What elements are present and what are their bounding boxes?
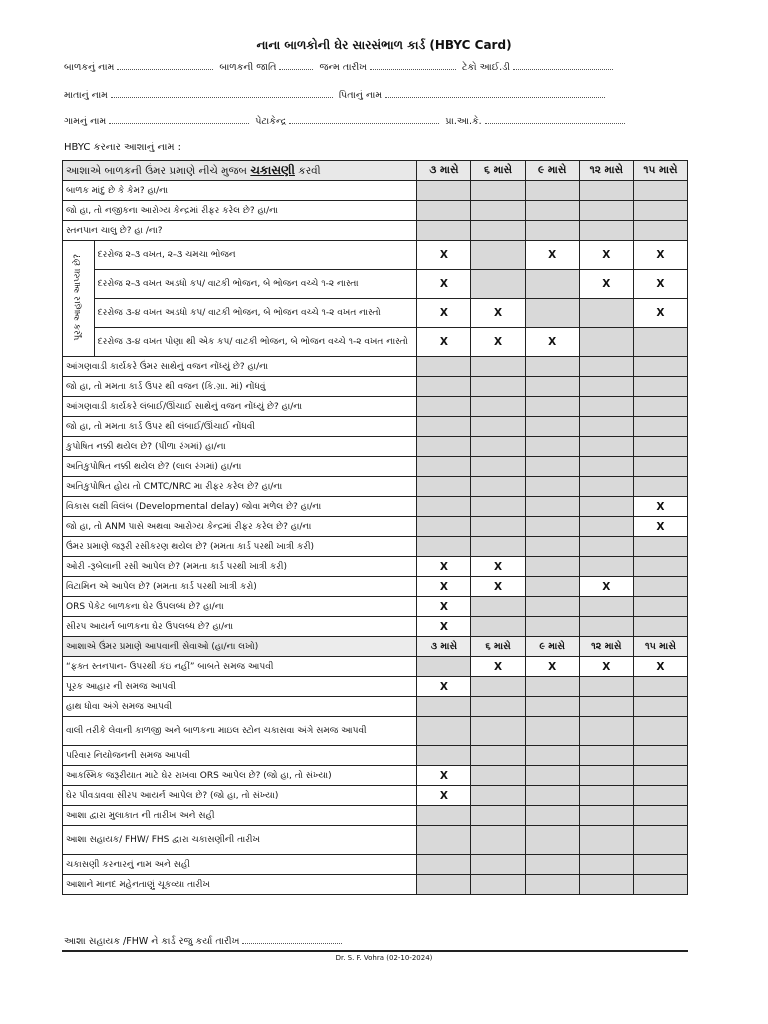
month-mark-cell[interactable] bbox=[579, 826, 633, 855]
hbyc-checklist-table bbox=[62, 160, 688, 895]
month-mark-cell[interactable] bbox=[525, 875, 579, 895]
month-mark-cell[interactable] bbox=[525, 677, 579, 697]
table-row bbox=[63, 577, 688, 597]
card-title: નાના બાળકોની ઘેર સારસંભાળ કાર્ડ (HBYC Card) bbox=[256, 38, 512, 52]
question-cell: સીરપ આયર્ન બાળકના ઘેર ઉપલબ્ધ છે? હા/ના bbox=[63, 617, 417, 637]
table-row bbox=[63, 746, 688, 766]
month-mark-cell[interactable] bbox=[525, 517, 579, 537]
month-header: ૯ માસે bbox=[525, 161, 579, 181]
month-mark-cell[interactable] bbox=[471, 270, 525, 299]
month-mark-cell: X bbox=[417, 677, 471, 697]
month-mark-cell[interactable] bbox=[417, 875, 471, 895]
month-mark-cell[interactable] bbox=[417, 221, 471, 241]
question-cell: આશાને માનદ મહેનતાણું ચૂકવ્યા તારીખ bbox=[63, 875, 417, 895]
month-mark-cell[interactable] bbox=[579, 855, 633, 875]
month-mark-cell[interactable] bbox=[525, 397, 579, 417]
month-mark-cell[interactable] bbox=[471, 357, 525, 377]
month-mark-cell[interactable] bbox=[417, 537, 471, 557]
month-mark-cell[interactable] bbox=[417, 806, 471, 826]
table-row bbox=[63, 657, 688, 677]
month-mark-cell[interactable] bbox=[525, 497, 579, 517]
question-cell: પરિવાર નિયોજનની સમજ આપવી bbox=[63, 746, 417, 766]
question-cell: વિટામિન એ આપેલ છે? (મમતા કાર્ડ પરથી ખાત્રી કરો) bbox=[63, 577, 417, 597]
submit-date-field[interactable] bbox=[242, 934, 342, 944]
question-cell: આકસ્મિક જરૂરીયાત માટે ઘેર રાખવા ORS આપેલ છે? (જો હા, તો સંખ્યા) bbox=[63, 766, 417, 786]
table-row bbox=[63, 241, 688, 270]
month-mark-cell[interactable] bbox=[633, 577, 687, 597]
month-mark-cell[interactable] bbox=[525, 270, 579, 299]
month-mark-cell[interactable] bbox=[417, 657, 471, 677]
month-mark-cell[interactable] bbox=[417, 746, 471, 766]
month-mark-cell: X bbox=[633, 270, 687, 299]
month-mark-cell[interactable] bbox=[633, 697, 687, 717]
month-mark-cell[interactable] bbox=[579, 457, 633, 477]
month-mark-cell[interactable] bbox=[633, 855, 687, 875]
month-mark-cell[interactable] bbox=[471, 437, 525, 457]
month-mark-cell[interactable] bbox=[471, 697, 525, 717]
month-mark-cell[interactable] bbox=[579, 875, 633, 895]
table-row bbox=[63, 417, 688, 437]
month-mark-cell[interactable] bbox=[471, 517, 525, 537]
month-mark-cell[interactable] bbox=[579, 328, 633, 357]
question-cell: ઘેર પીવડાવવા સીરપ આયર્ન આપેલ છે? (જો હા, તો સંખ્યા) bbox=[63, 786, 417, 806]
month-mark-cell[interactable] bbox=[525, 826, 579, 855]
month-mark-cell[interactable] bbox=[471, 221, 525, 241]
month-mark-cell[interactable] bbox=[633, 357, 687, 377]
month-mark-cell[interactable] bbox=[579, 477, 633, 497]
table-row bbox=[63, 855, 688, 875]
month-mark-cell: X bbox=[579, 577, 633, 597]
month-mark-cell[interactable] bbox=[471, 597, 525, 617]
month-mark-cell[interactable] bbox=[579, 697, 633, 717]
sub-center-field[interactable] bbox=[289, 114, 439, 124]
month-mark-cell[interactable] bbox=[579, 417, 633, 437]
month-mark-cell[interactable] bbox=[417, 517, 471, 537]
month-mark-cell: X bbox=[471, 657, 525, 677]
month-mark-cell[interactable] bbox=[579, 221, 633, 241]
month-mark-cell: X bbox=[525, 241, 579, 270]
month-mark-cell[interactable] bbox=[579, 357, 633, 377]
month-mark-cell[interactable] bbox=[579, 377, 633, 397]
month-mark-cell[interactable] bbox=[633, 597, 687, 617]
month-mark-cell[interactable] bbox=[471, 181, 525, 201]
birth-date-field[interactable] bbox=[370, 60, 456, 70]
question-cell: કુપોષિત નક્કી થયેલ છે? (પીળા રંગમાં) હા/ના bbox=[63, 437, 417, 457]
month-mark-cell[interactable] bbox=[579, 397, 633, 417]
village-name-label: ગામનું નામ bbox=[64, 116, 107, 127]
month-mark-cell[interactable] bbox=[525, 557, 579, 577]
month-mark-cell[interactable] bbox=[471, 746, 525, 766]
month-mark-cell[interactable] bbox=[471, 766, 525, 786]
month-mark-cell[interactable] bbox=[579, 517, 633, 537]
mother-name-label: માતાનું નામ bbox=[64, 90, 108, 101]
question-cell: પૂરક આહાર ની સમજ આપવી bbox=[63, 677, 417, 697]
month-mark-cell: X bbox=[579, 241, 633, 270]
table-row bbox=[63, 766, 688, 786]
table-row bbox=[63, 826, 688, 855]
footer-divider bbox=[62, 950, 688, 952]
month-mark-cell[interactable] bbox=[471, 397, 525, 417]
month-mark-cell[interactable] bbox=[579, 806, 633, 826]
month-mark-cell[interactable] bbox=[417, 181, 471, 201]
author-credit: Dr. S. F. Vohra (02-10-2024) bbox=[335, 954, 433, 962]
month-header: ૯ માસે bbox=[525, 637, 579, 657]
month-mark-cell: X bbox=[417, 766, 471, 786]
month-mark-cell[interactable] bbox=[579, 677, 633, 697]
tc-id-field[interactable] bbox=[513, 60, 613, 70]
table-row bbox=[63, 875, 688, 895]
month-mark-cell[interactable] bbox=[633, 437, 687, 457]
vertical-label-text: પૂરક આહાર આપ્યા છે? bbox=[73, 253, 84, 341]
month-mark-cell[interactable] bbox=[417, 826, 471, 855]
month-mark-cell[interactable] bbox=[633, 766, 687, 786]
month-mark-cell[interactable] bbox=[525, 717, 579, 746]
month-mark-cell[interactable] bbox=[579, 717, 633, 746]
table-row bbox=[63, 377, 688, 397]
month-mark-cell[interactable] bbox=[633, 537, 687, 557]
month-mark-cell[interactable] bbox=[471, 477, 525, 497]
month-mark-cell[interactable] bbox=[525, 299, 579, 328]
month-mark-cell[interactable] bbox=[633, 457, 687, 477]
month-mark-cell[interactable] bbox=[525, 577, 579, 597]
month-mark-cell[interactable] bbox=[579, 557, 633, 577]
question-cell: જો હા, તો મમતા કાર્ડ ઉપર થી લંબાઈ/ઊંચાઈ નોંધવી bbox=[63, 417, 417, 437]
month-mark-cell[interactable] bbox=[633, 417, 687, 437]
month-mark-cell[interactable] bbox=[471, 875, 525, 895]
question-cell: હાથ ધોવા અંગે સમજ આપવી bbox=[63, 697, 417, 717]
month-mark-cell[interactable] bbox=[417, 477, 471, 497]
month-mark-cell[interactable] bbox=[633, 677, 687, 697]
month-mark-cell[interactable] bbox=[525, 537, 579, 557]
question-cell: ઉંમર પ્રમાણે જરૂરી રસીકરણ થયેલ છે? (મમતા કાર્ડ પરથી ખાત્રી કરી) bbox=[63, 537, 417, 557]
month-header: ૩ માસે bbox=[417, 637, 471, 657]
month-mark-cell[interactable] bbox=[417, 457, 471, 477]
month-mark-cell[interactable] bbox=[525, 855, 579, 875]
month-mark-cell[interactable] bbox=[471, 377, 525, 397]
month-mark-cell: X bbox=[525, 657, 579, 677]
question-cell: અતિકુપોષિત નક્કી થયેલ છે? (લાલ રંગમાં) હા/ના bbox=[63, 457, 417, 477]
feeding-question-cell: દરરોજ ૩-૪ વખત પોણા થી એક કપ/ વાટકી ભોજન, બે ભોજન વચ્ચે ૧-૨ વખત નાસ્તો bbox=[94, 328, 417, 357]
month-mark-cell: X bbox=[471, 328, 525, 357]
table-row bbox=[63, 477, 688, 497]
month-header: ૩ માસે bbox=[417, 161, 471, 181]
month-mark-cell: X bbox=[633, 657, 687, 677]
question-cell: આશા દ્વારા મુલાકાત ની તારીખ અને સહી bbox=[63, 806, 417, 826]
month-header: ૬ માસે bbox=[471, 637, 525, 657]
month-mark-cell[interactable] bbox=[471, 826, 525, 855]
table-row bbox=[63, 181, 688, 201]
question-cell: જો હા, તો નજીકના આરોગ્ય કેન્દ્રમાં રીફર કરેલ છે? હા/ના bbox=[63, 201, 417, 221]
month-mark-cell: X bbox=[417, 328, 471, 357]
question-cell: વાલી તરીકે લેવાની કાળજી અને બાળકના માઇલ સ્ટોન ચકાસવા અંગે સમજ આપવી bbox=[63, 717, 417, 746]
month-mark-cell[interactable] bbox=[525, 357, 579, 377]
month-mark-cell[interactable] bbox=[633, 328, 687, 357]
month-mark-cell[interactable] bbox=[633, 826, 687, 855]
child-gender-label: બાળકની જાતિ bbox=[219, 62, 277, 73]
services-header: આશાએ ઉંમર પ્રમાણે આપવાની સેવાઓ (હા/ના લખો) bbox=[63, 637, 417, 657]
month-mark-cell: X bbox=[633, 241, 687, 270]
question-cell: આશા સહાયક/ FHW/ FHS દ્વારા ચકાસણીની તારીખ bbox=[63, 826, 417, 855]
question-cell: આંગણવાડી કાર્યકરે લંબાઈ/ઊંચાઈ સાથેનું વજન નોંધ્યું છે? હા/ના bbox=[63, 397, 417, 417]
table-row bbox=[63, 617, 688, 637]
complementary-feeding-label bbox=[63, 241, 95, 357]
month-mark-cell[interactable] bbox=[525, 617, 579, 637]
table-row bbox=[63, 677, 688, 697]
month-mark-cell[interactable] bbox=[471, 417, 525, 437]
question-cell: વિકાસ લક્ષી વિલંબ (Developmental delay) જોવા મળેલ છે? હા/ના bbox=[63, 497, 417, 517]
month-mark-cell: X bbox=[417, 617, 471, 637]
father-name-field[interactable] bbox=[385, 88, 605, 98]
month-mark-cell[interactable] bbox=[525, 806, 579, 826]
month-mark-cell[interactable] bbox=[579, 181, 633, 201]
table-row bbox=[63, 497, 688, 517]
question-cell: ORS પેકેટ બાળકના ઘેર ઉપલબ્ધ છે? હા/ના bbox=[63, 597, 417, 617]
month-mark-cell[interactable] bbox=[525, 201, 579, 221]
month-mark-cell[interactable] bbox=[525, 377, 579, 397]
feeding-question-cell: દરરોજ ૩-૪ વખત અડધો કપ/ વાટકી ભોજન, બે ભોજન વચ્ચે ૧-૨ વખત નાસ્તો bbox=[94, 299, 417, 328]
question-cell: ચકાસણી કરનારનું નામ અને સહી bbox=[63, 855, 417, 875]
child-gender-field[interactable] bbox=[279, 60, 313, 70]
month-mark-cell[interactable] bbox=[417, 855, 471, 875]
month-mark-cell[interactable] bbox=[633, 477, 687, 497]
child-name-field[interactable] bbox=[117, 60, 213, 70]
submit-date-row bbox=[64, 934, 345, 947]
month-mark-cell[interactable] bbox=[579, 201, 633, 221]
month-mark-cell[interactable] bbox=[525, 786, 579, 806]
father-name-label: પિતાનું નામ bbox=[338, 90, 383, 101]
question-cell: જો હા, તો મમતા કાર્ડ ઉપર થી વજન (કિ.ગ્રા. માં) નોંધવું bbox=[63, 377, 417, 397]
month-mark-cell[interactable] bbox=[633, 806, 687, 826]
birth-date-label: જન્મ તારીખ bbox=[319, 62, 367, 73]
month-header: ૬ માસે bbox=[471, 161, 525, 181]
month-mark-cell[interactable] bbox=[471, 855, 525, 875]
month-header: ૧૫ માસે bbox=[633, 637, 687, 657]
check-instruction-header bbox=[63, 161, 417, 181]
month-mark-cell[interactable] bbox=[579, 299, 633, 328]
question-cell: જો હા, તો ANM પાસે અથવા આરોગ્ય કેન્દ્રમાં રીફર કરેલ છે? હા/ના bbox=[63, 517, 417, 537]
month-mark-cell[interactable] bbox=[525, 766, 579, 786]
month-mark-cell[interactable] bbox=[633, 557, 687, 577]
month-mark-cell[interactable] bbox=[633, 875, 687, 895]
asha-name-label: HBYC કરનાર આશાનું નામ : bbox=[64, 142, 182, 153]
month-mark-cell: X bbox=[417, 299, 471, 328]
question-cell: બાળક માંદુ છે કે કેમ? હા/ના bbox=[63, 181, 417, 201]
month-mark-cell: X bbox=[633, 299, 687, 328]
phc-label: પ્રા.આ.કે. bbox=[445, 116, 482, 127]
header-prefix: આશાએ બાળકની ઉંમર પ્રમાણે નીચે મુજબ bbox=[66, 165, 247, 177]
month-mark-cell[interactable] bbox=[471, 806, 525, 826]
month-mark-cell[interactable] bbox=[579, 786, 633, 806]
month-mark-cell[interactable] bbox=[471, 677, 525, 697]
month-mark-cell: X bbox=[471, 557, 525, 577]
table-header-row bbox=[63, 161, 688, 181]
sub-center-label: પેટાકેન્દ્ર bbox=[255, 116, 287, 127]
month-mark-cell[interactable] bbox=[579, 497, 633, 517]
header-bold-word: ચકાસણી bbox=[250, 163, 295, 177]
table-row bbox=[63, 517, 688, 537]
question-cell: ઓરી -રૂબેલાની રસી આપેલ છે? (મમતા કાર્ડ પરથી ખાત્રી કરી) bbox=[63, 557, 417, 577]
month-mark-cell[interactable] bbox=[633, 786, 687, 806]
month-mark-cell: X bbox=[633, 497, 687, 517]
month-mark-cell[interactable] bbox=[417, 437, 471, 457]
month-mark-cell[interactable] bbox=[417, 397, 471, 417]
month-mark-cell[interactable] bbox=[525, 746, 579, 766]
table-row bbox=[63, 357, 688, 377]
month-mark-cell[interactable] bbox=[579, 597, 633, 617]
table-row bbox=[63, 270, 688, 299]
month-mark-cell[interactable] bbox=[525, 697, 579, 717]
table-row bbox=[63, 328, 688, 357]
month-mark-cell: X bbox=[579, 657, 633, 677]
month-mark-cell: X bbox=[417, 597, 471, 617]
table-row bbox=[63, 457, 688, 477]
month-mark-cell[interactable] bbox=[417, 417, 471, 437]
month-header: ૧૨ માસે bbox=[579, 637, 633, 657]
month-mark-cell[interactable] bbox=[579, 746, 633, 766]
table-row bbox=[63, 557, 688, 577]
feeding-question-cell: દરરોજ ૨-૩ વખત, ૨-૩ ચમચા ભોજન bbox=[94, 241, 417, 270]
month-mark-cell[interactable] bbox=[633, 746, 687, 766]
table-row bbox=[63, 786, 688, 806]
question-cell: આંગણવાડી કાર્યકરે ઉંમર સાથેનું વજન નોંધ્યું છે? હા/ના bbox=[63, 357, 417, 377]
month-mark-cell: X bbox=[471, 577, 525, 597]
month-mark-cell: X bbox=[525, 328, 579, 357]
month-mark-cell[interactable] bbox=[471, 497, 525, 517]
month-mark-cell[interactable] bbox=[633, 377, 687, 397]
month-mark-cell[interactable] bbox=[633, 181, 687, 201]
month-mark-cell[interactable] bbox=[525, 417, 579, 437]
submit-date-label: આશા સહાયક /FHW ને કાર્ડ રજુ કર્યા તારીખ bbox=[64, 936, 240, 947]
month-mark-cell: X bbox=[579, 270, 633, 299]
month-mark-cell[interactable] bbox=[471, 201, 525, 221]
month-mark-cell: X bbox=[417, 241, 471, 270]
month-mark-cell[interactable] bbox=[525, 597, 579, 617]
month-mark-cell[interactable] bbox=[633, 717, 687, 746]
month-mark-cell[interactable] bbox=[525, 457, 579, 477]
mother-name-field[interactable] bbox=[111, 88, 333, 98]
month-mark-cell[interactable] bbox=[579, 537, 633, 557]
month-mark-cell[interactable] bbox=[471, 786, 525, 806]
month-mark-cell[interactable] bbox=[417, 697, 471, 717]
month-mark-cell[interactable] bbox=[471, 241, 525, 270]
month-mark-cell[interactable] bbox=[417, 497, 471, 517]
table-row bbox=[63, 221, 688, 241]
month-mark-cell: X bbox=[417, 786, 471, 806]
month-mark-cell[interactable] bbox=[633, 201, 687, 221]
month-mark-cell[interactable] bbox=[579, 766, 633, 786]
month-mark-cell[interactable] bbox=[471, 457, 525, 477]
month-mark-cell[interactable] bbox=[633, 221, 687, 241]
table-row bbox=[63, 299, 688, 328]
table-row bbox=[63, 201, 688, 221]
month-mark-cell: X bbox=[417, 557, 471, 577]
village-name-field[interactable] bbox=[109, 114, 249, 124]
table-row bbox=[63, 717, 688, 746]
month-mark-cell[interactable] bbox=[579, 437, 633, 457]
month-header: ૧૨ માસે bbox=[579, 161, 633, 181]
month-mark-cell[interactable] bbox=[525, 221, 579, 241]
month-mark-cell[interactable] bbox=[471, 537, 525, 557]
month-mark-cell: X bbox=[417, 270, 471, 299]
month-mark-cell[interactable] bbox=[525, 181, 579, 201]
question-cell: “ફક્ત સ્તનપાન- ઉપરથી કંઇ નહીં” બાબતે સમજ આપવી bbox=[63, 657, 417, 677]
month-mark-cell[interactable] bbox=[525, 437, 579, 457]
month-mark-cell: X bbox=[417, 577, 471, 597]
services-header-row bbox=[63, 637, 688, 657]
month-mark-cell[interactable] bbox=[525, 477, 579, 497]
month-mark-cell[interactable] bbox=[579, 617, 633, 637]
phc-field[interactable] bbox=[485, 114, 625, 124]
month-mark-cell[interactable] bbox=[417, 377, 471, 397]
table-row bbox=[63, 806, 688, 826]
month-mark-cell[interactable] bbox=[471, 617, 525, 637]
month-mark-cell: X bbox=[471, 299, 525, 328]
child-name-label: બાળકનું નામ bbox=[64, 62, 115, 73]
question-cell: અતિકુપોષિત હોય તો CMTC/NRC મા રીફર કરેલ છે? હા/ના bbox=[63, 477, 417, 497]
month-mark-cell[interactable] bbox=[417, 201, 471, 221]
table-row bbox=[63, 537, 688, 557]
table-row bbox=[63, 697, 688, 717]
month-mark-cell[interactable] bbox=[417, 717, 471, 746]
month-mark-cell[interactable] bbox=[471, 717, 525, 746]
month-mark-cell[interactable] bbox=[417, 357, 471, 377]
table-row bbox=[63, 597, 688, 617]
month-mark-cell[interactable] bbox=[633, 617, 687, 637]
question-cell: સ્તનપાન ચાલુ છે? હા /ના? bbox=[63, 221, 417, 241]
month-mark-cell[interactable] bbox=[633, 397, 687, 417]
table-row bbox=[63, 437, 688, 457]
table-row bbox=[63, 397, 688, 417]
tc-id-label: ટેકો આઈ.ડી bbox=[462, 62, 511, 73]
month-header: ૧૫ માસે bbox=[633, 161, 687, 181]
month-mark-cell: X bbox=[633, 517, 687, 537]
header-suffix: કરવી bbox=[298, 165, 321, 177]
feeding-question-cell: દરરોજ ૨-૩ વખત અડધો કપ/ વાટકી ભોજન, બે ભોજન વચ્ચે ૧-૨ નાસ્તા bbox=[94, 270, 417, 299]
